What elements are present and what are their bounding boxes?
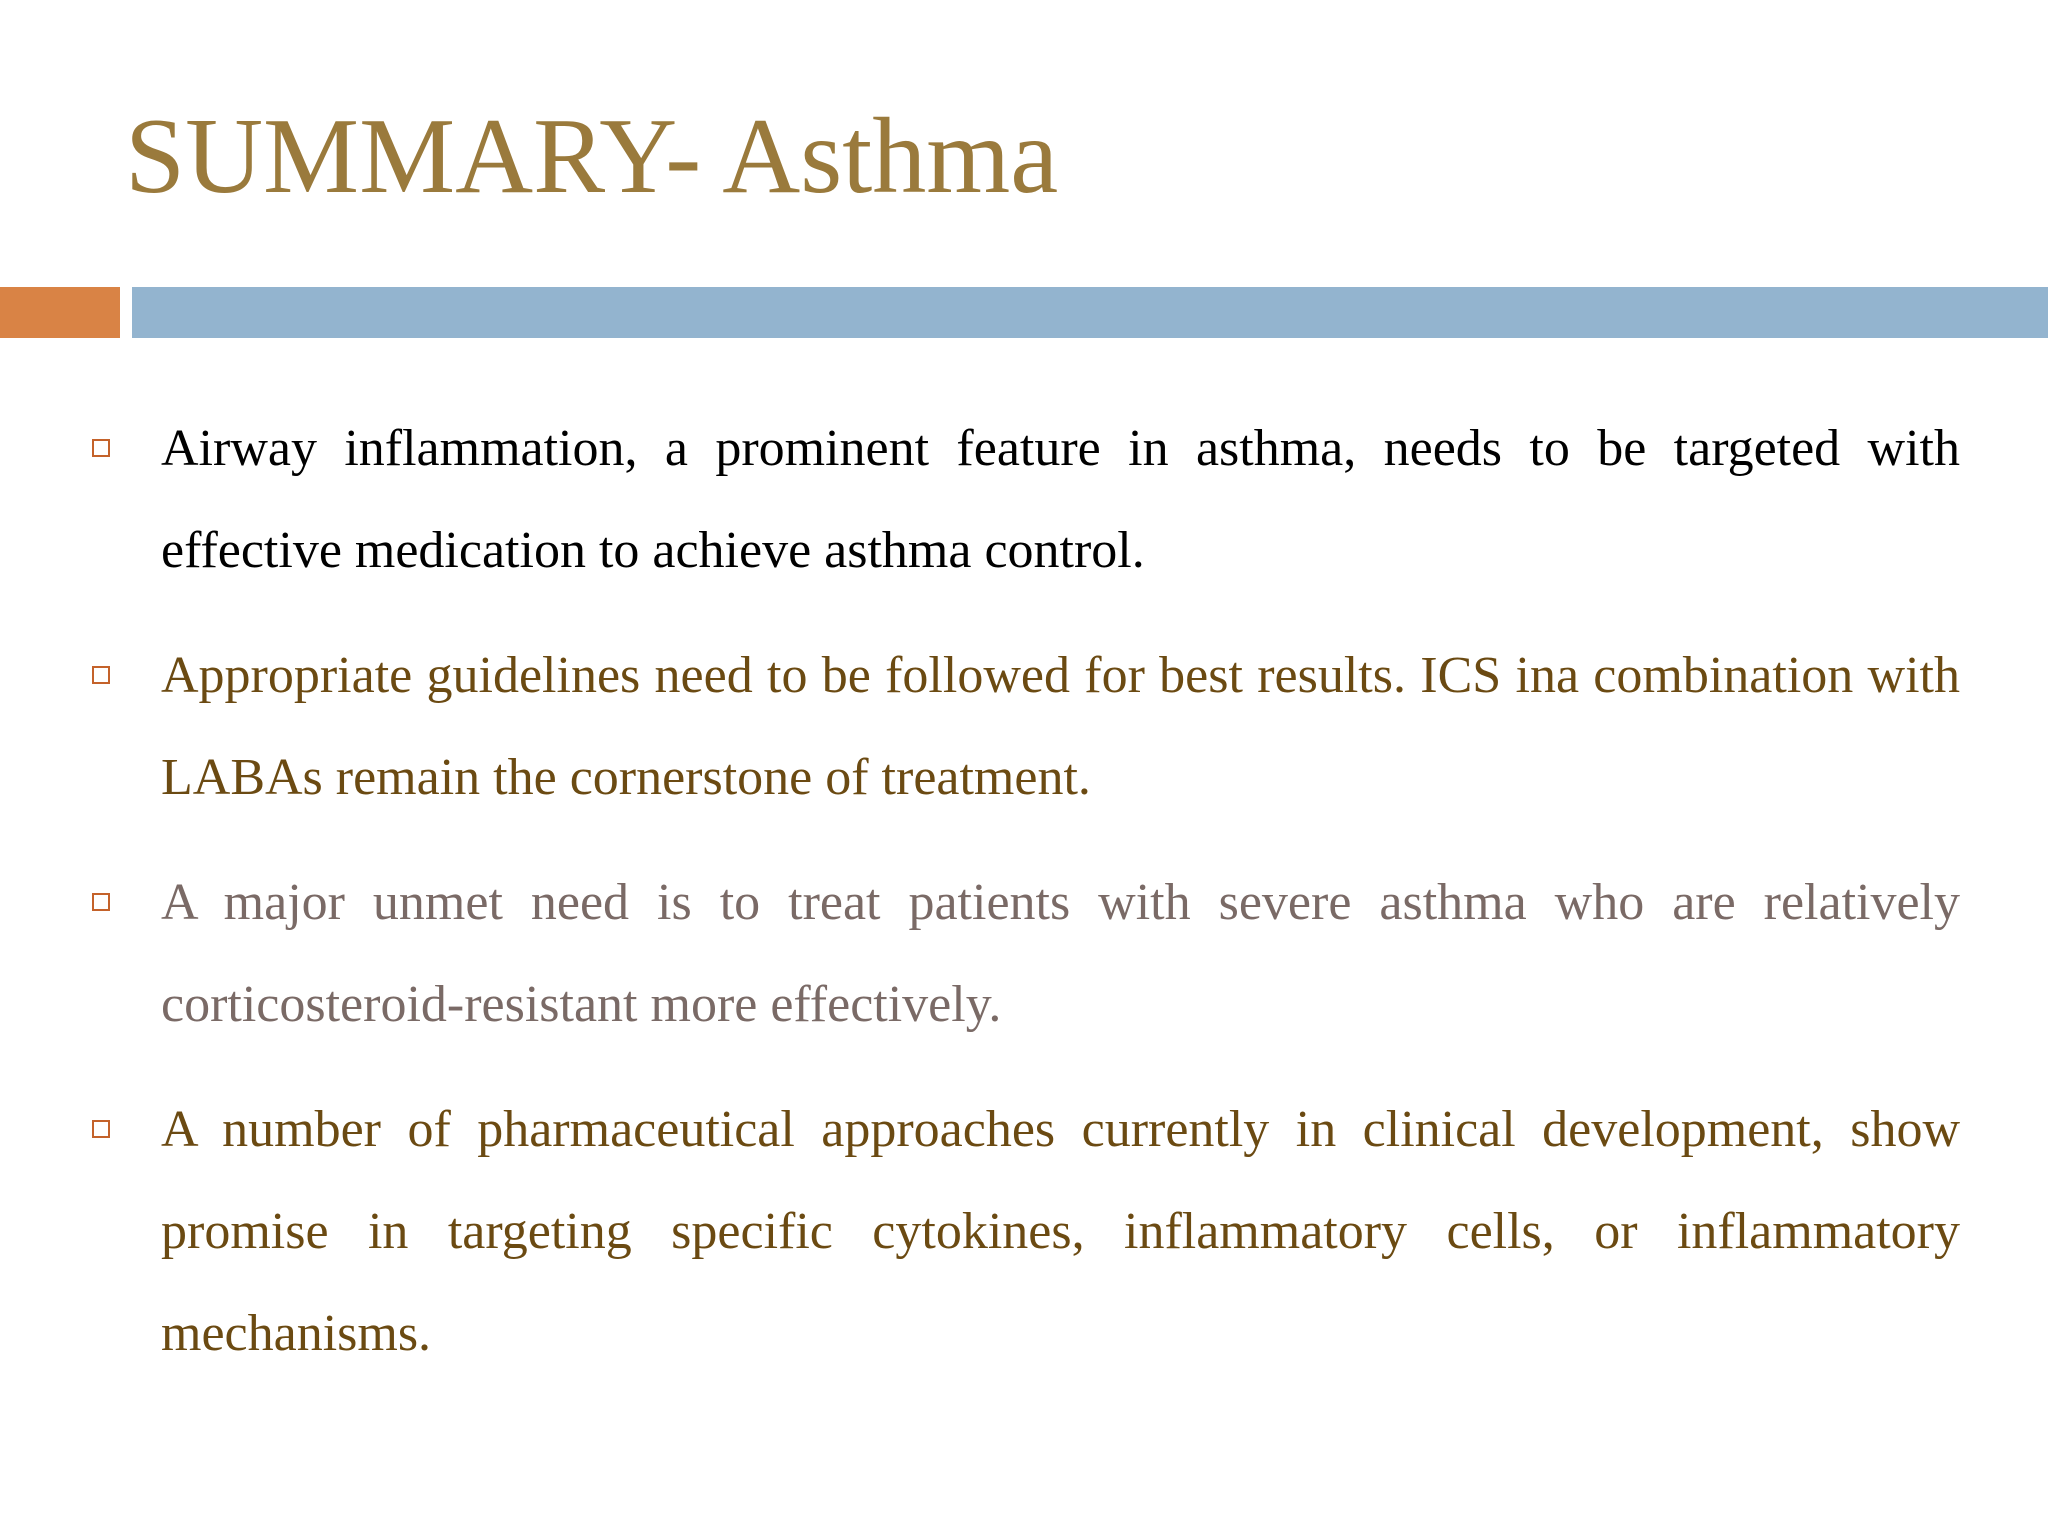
slide-title: SUMMARY- Asthma [125, 97, 1059, 216]
bullet-text: A major unmet need is to treat patients with severe asthma who are relatively corticosteroid-resistant more effectively. [161, 874, 1960, 1033]
accent-bar-orange [0, 287, 120, 338]
square-bullet-icon [92, 893, 110, 911]
bullet-item-airway-inflammation [90, 398, 1960, 602]
square-bullet-icon [92, 666, 110, 684]
bullet-item-guidelines [90, 625, 1960, 829]
square-bullet-icon [92, 439, 110, 457]
square-bullet-icon [92, 1120, 110, 1138]
bullet-item-pharmaceutical-approaches [90, 1079, 1960, 1385]
bullet-text: Appropriate guidelines need to be followed for best results. ICS ina combination with LABAs remain the cornerstone of treatment. [161, 647, 1960, 806]
accent-bar-blue [132, 287, 2048, 338]
bullet-text: Airway inflammation, a prominent feature in asthma, needs to be targeted with effective medication to achieve asthma control. [161, 420, 1960, 579]
bullet-item-unmet-need [90, 852, 1960, 1056]
bullet-text: A number of pharmaceutical approaches currently in clinical development, show promise in targeting specific cytokines, inflammatory cells, or inflammatory mechanisms. [161, 1101, 1960, 1362]
bullet-list [90, 398, 1960, 1408]
